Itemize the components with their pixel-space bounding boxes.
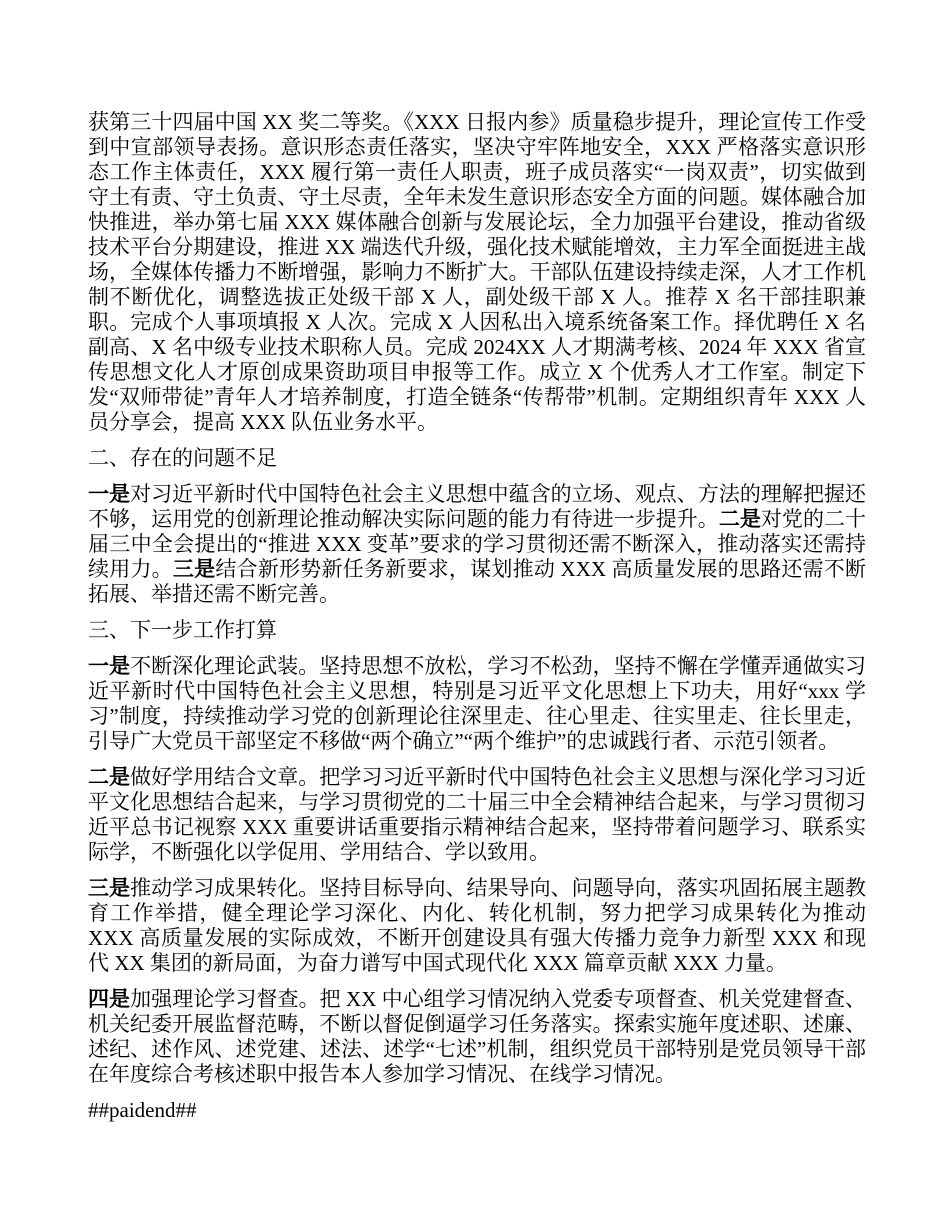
section-heading-problems bbox=[88, 446, 866, 471]
document-body bbox=[88, 110, 866, 1123]
paragraph-next-step-2 bbox=[88, 765, 866, 865]
run-text: 不断深化理论武装。坚持思想不放松，学习不松劲，坚持不懈在学懂弄通做实习近平新时代中国特色社会主义思想，特别是习近平文化思想上下功夫，用好“xxx 学习”制度，持续推动学习党的创新理论往深里走、往心里走、往实里走、往长里走，引导广大党员干部坚定不移做“两个确立”“两个维护”的忠诚践行者、示范引领者。 bbox=[88, 654, 867, 753]
run-emphasis: 三是 bbox=[172, 557, 216, 581]
paragraph-achievements bbox=[88, 110, 866, 435]
run-emphasis: 一是 bbox=[88, 654, 131, 678]
run-text: 对习近平新时代中国特色社会主义思想中蕴含的立场、观点、方法的理解把握还不够，运用党的创新理论推动解决实际问题的能力有待进一步提升。 bbox=[88, 482, 867, 531]
paid-end-marker bbox=[88, 1098, 866, 1123]
paragraph-next-step-1 bbox=[88, 654, 866, 754]
run-text: 推动学习成果转化。坚持目标导向、结果导向、问题导向，落实巩固拓展主题教育工作举措，健全理论学习深化、内化、转化机制，努力把学习成果转化为推动 XXX 高质量发展的实际成效，不断开创建设具有强大传播力竞争力新型 XXX 和现代 XX 集团的新局面，为奋力谱写中国式现代化 XXX 篇章贡献 XXX 力量。 bbox=[88, 876, 867, 975]
run-emphasis: 一是 bbox=[88, 482, 131, 506]
run-emphasis: 二是 bbox=[88, 765, 131, 789]
run-text: 做好学用结合文章。把学习习近平新时代中国特色社会主义思想与深化学习习近平文化思想结合起来，与学习贯彻党的二十届三中全会精神结合起来，与学习贯彻习近平总书记视察 XXX 重要讲话重要指示精神结合起来，坚持带着问题学习、联系实际学，不断强化以学促用、学用结合、学以致用。 bbox=[88, 765, 867, 864]
run-text: 加强理论学习督查。把 XX 中心组学习情况纳入党委专项督查、机关党建督查、机关纪委开展监督范畴，不断以督促倒逼学习任务落实。探索实施年度述职、述廉、述纪、述作风、述党建、述法、述学“七述”机制，组织党员干部特别是党员领导干部在年度综合考核述职中报告本人参加学习情况、在线学习情况。 bbox=[88, 987, 867, 1086]
heading-text: 二、存在的问题不足 bbox=[88, 446, 277, 470]
run-emphasis: 二是 bbox=[718, 507, 761, 531]
run-text: 结合新形势新任务新要求，谋划推动 XXX 高质量发展的思路还需不断拓展、举措还需不断完善。 bbox=[88, 557, 867, 606]
run-emphasis: 四是 bbox=[88, 987, 131, 1011]
run-text: 对党的二十届三中全会提出的“推进 XXX 变革”要求的学习贯彻还需不断深入，推动落实还需持续用力。 bbox=[88, 507, 867, 581]
heading-text: 三、下一步工作打算 bbox=[88, 618, 277, 642]
run-text: ##paidend## bbox=[88, 1098, 197, 1122]
paragraph-problems bbox=[88, 482, 866, 607]
run-text: 获第三十四届中国 XX 奖二等奖。《XXX 日报内参》质量稳步提升，理论宣传工作受到中宣部领导表扬。意识形态责任落实，坚决守牢阵地安全，XXX 严格落实意识形态工作主体责任，XXX 履行第一责任人职责，班子成员落实“一岗双责”，切实做到守土有责、守土负责、守土尽责，全年未发生意识形态安全方面的问题。媒体融合加快推进，举办第七届 XXX 媒体融合创新与发展论坛，全力加强平台建设，推动省级技术平台分期建设，推进 XX 端迭代升级，强化技术赋能增效，主力军全面挺进主战场，全媒体传播力不断增强，影响力不断扩大。干部队伍建设持续走深，人才工作机制不断优化，调整选拔正处级干部 X 人，副处级干部 X 人。推荐 X 名干部挂职兼职。完成个人事项填报 X 人次。完成 X 人因私出入境系统备案工作。择优聘任 X 名副高、X 名中级专业技术职称人员。完成 2024XX 人才期满考核、2024 年 XXX 省宣传思想文化人才原创成果资助项目申报等工作。成立 X 个优秀人才工作室。制定下发“双师带徒”青年人才培养制度，打造全链条“传帮带”机制。定期组织青年 XXX 人员分享会，提高 XXX 队伍业务水平。 bbox=[88, 110, 866, 434]
paragraph-next-step-3 bbox=[88, 876, 866, 976]
paragraph-next-step-4 bbox=[88, 987, 866, 1087]
run-emphasis: 三是 bbox=[88, 876, 131, 900]
section-heading-next-steps bbox=[88, 618, 866, 643]
